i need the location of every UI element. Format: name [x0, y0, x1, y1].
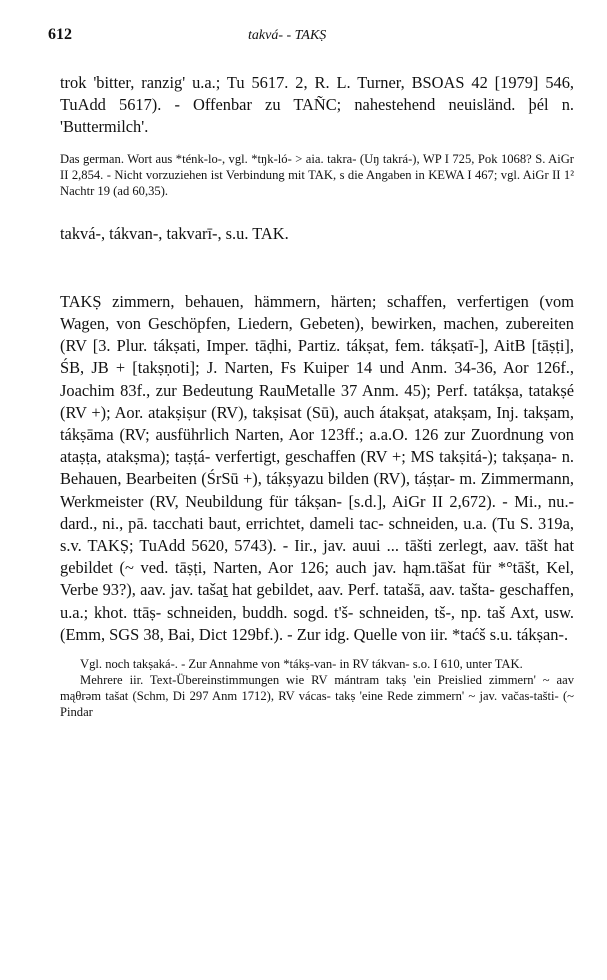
mehrere-note: Mehrere iir. Text-Übereinstimmungen wie RV mántram takṣ 'ein Preislied zimmern' ~ aav mąθrəm tašat (Schm, Di 297 Anm 1712), RV vácas- takṣ 'eine Rede zimmern' ~ jav. vačas-tašti- (~ Pindar [60, 673, 574, 720]
entry-takva: takvá-, tákvan-, takvarī-, s.u. TAK. [60, 223, 289, 243]
trok-paragraph: trok 'bitter, ranzig' u.a.; Tu 5617. 2, R. L. Turner, BSOAS 42 [1979] 546, TuAdd 5617). - Offenbar zu TAÑC; nahestehend neuisländ. þél n. 'Buttermilch'. [60, 73, 574, 137]
das-german-note: Das german. Wort aus *ténk-lo-, vgl. *tŋk-ló- > aia. takra- (Uŋ takrá-), WP I 725, Pok 1068? S. AiGr II 2,854. - Nicht vorzuziehen ist Verbindung mit TAK, s die Angaben in KEWA I 467; vgl. AiGr II 1² Nachtr 19 (ad 60,35). [60, 151, 574, 198]
page-number: 612 [48, 26, 72, 43]
page-content [60, 72, 574, 720]
entry-taks: TAKṢ zimmern, behauen, hämmern, härten; schaffen, verfertigen (vom Wagen, von Geschöpfen, Liedern, Gebeten), bewirken, machen, zubereiten (RV [3. Plur. tákṣati, Imper. tāḍhi, Partiz. tákṣat, fem. tákṣatī-], AitB [tāṣṭi], ŚB, JB + [takṣṇoti]; J. Narten, Fs Kuiper 14 und Anm. 34-36, Aor 126f., Joachim 83f., zur Bedeutung RauMetalle 37 Anm. 45); Perf. tatákṣa, tatakṣé (RV +); Aor. atakṣiṣur (RV), takṣisat (Sū), auch átakṣat, atakṣam, Inj. takṣam, tákṣāma (RV; ausführlich Narten, Aor 123ff.; a.a.O. 126 zur Zuordnung von ataṣṭa, atakṣma); taṣṭá- verfertigt, geschaffen (RV +; MS takṣitá-); takṣaṇa- n. Behauen, Bearbeiten (ŚrSū +), tákṣyazu bilden (RV), táṣṭar- m. Zimmermann, Werkmeister (RV, Neubildung für tákṣan- [s.d.], AiGr II 2,672). - Mi., nu.-dard., ni., pā. tacchati baut, errichtet, dameli tac- schneiden, u.a. (Tu S. 319a, s.v. TAKṢ; TuAdd 5620, 5743). - Iir., jav. auui ... tāšti zerlegt, aav. tāšt hat gebildet (~ ved. tāṣṭi, Narten, Aor 126; auch jav. hąm.tāšat für *°tāšt, Kel, Verbe 93?), aav. jav. tašaṯ hat gebildet, aav. Perf. tatašā, aav. tašta- geschaffen, u.a.; khot. ttāṣ- schneiden, buddh. sogd. t'š- schneiden, tš-, np. taš Axt, usw. (Emm, SGS 38, Bai, Dict 129bf.). - Zur idg. Quelle von iir. *taćš s.u. tákṣan-. [60, 291, 574, 644]
vgl-note: Vgl. noch takṣaká-. - Zur Annahme von *tákṣ-van- in RV tákvan- s.o. I 610, unter TAK. [80, 657, 523, 672]
page-header [0, 26, 607, 54]
running-head: takvá- - TAKṢ [248, 28, 327, 43]
